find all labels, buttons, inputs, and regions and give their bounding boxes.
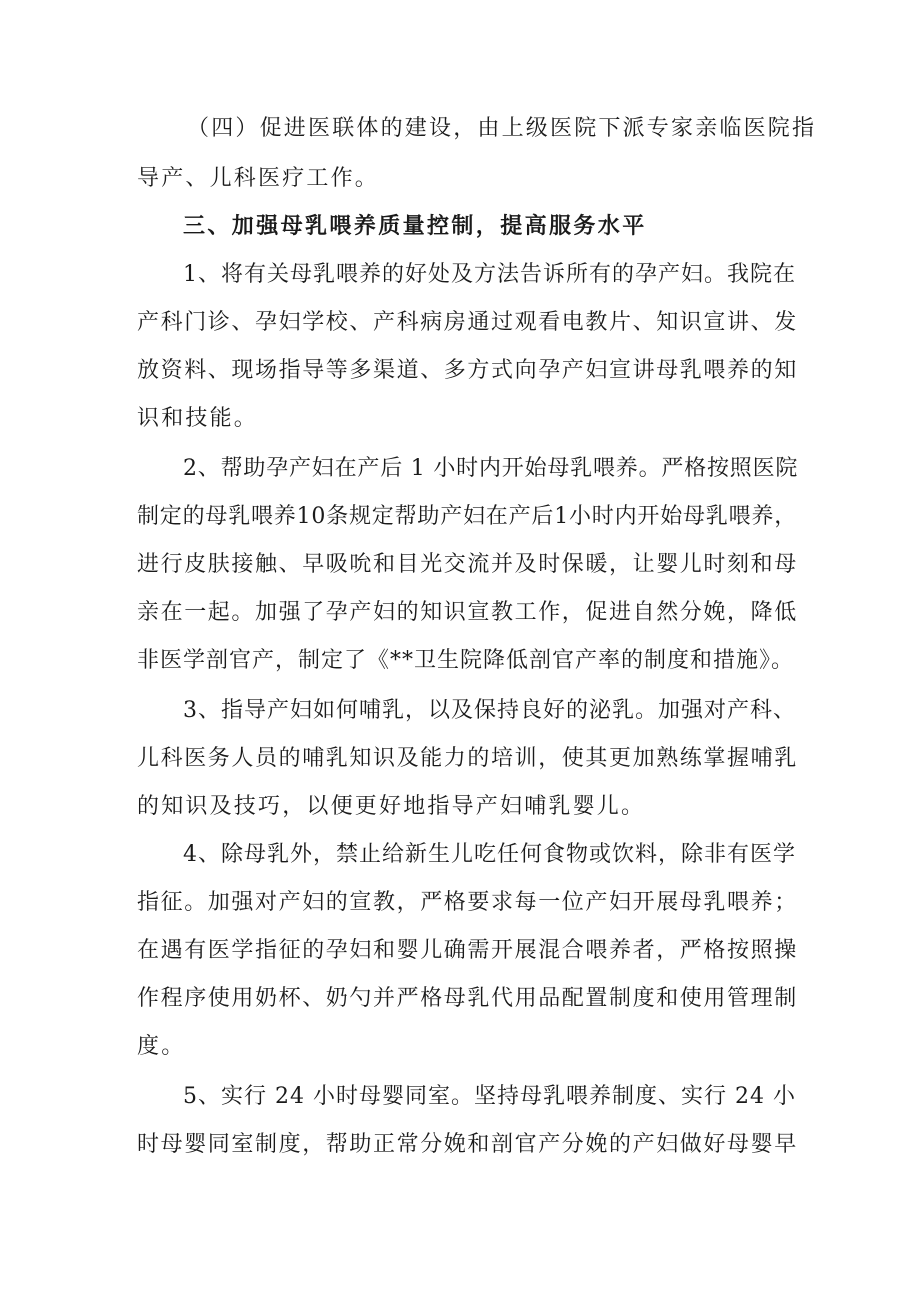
text-line: 的知识及技巧，以便更好地指导产妇哺乳婴儿。 (137, 794, 646, 819)
text-line: 儿科医务人员的哺乳知识及能力的培训，使其更加熟练掌握哺乳 (137, 746, 798, 771)
text-line: 制定的母乳喂养10条规定帮助产妇在产后1小时内开始母乳喂养， (137, 504, 797, 529)
text-line: 1、将有关母乳喂养的好处及方法告诉所有的孕产妇。我院在 (183, 262, 796, 287)
text-line: 放资料、现场指导等多渠道、多方式向孕产妇宣讲母乳喂养的知 (137, 358, 798, 383)
section-heading: 三、加强母乳喂养质量控制，提高服务水平 (183, 214, 647, 239)
text-line: 时母婴同室制度，帮助正常分娩和剖官产分娩的产妇做好母婴早 (137, 1132, 798, 1157)
text-line: 非医学剖官产，制定了《**卫生院降低剖官产率的制度和措施》。 (137, 648, 795, 673)
text-line: 亲在一起。加强了孕产妇的知识宣教工作，促进自然分娩，降低 (137, 600, 798, 625)
text-line: 度。 (137, 1034, 186, 1059)
text-line: 作程序使用奶杯、奶勺并严格母乳代用品配置制度和使用管理制 (137, 986, 798, 1011)
text-line: 4、除母乳外，禁止给新生儿吃任何食物或饮料，除非有医学 (183, 842, 796, 867)
text-line: 3、指导产妇如何哺乳，以及保持良好的泌乳。加强对产科、 (183, 698, 796, 723)
text-line: 识和技能。 (137, 406, 259, 431)
text-line: 进行皮肤接触、早吸吮和目光交流并及时保暖，让婴儿时刻和母 (137, 552, 798, 577)
text-line: 在遇有医学指征的孕妇和婴儿确需开展混合喂养者，严格按照操 (137, 938, 798, 963)
text-line: 2、帮助孕产妇在产后 1 小时内开始母乳喂养。严格按照医院 (183, 456, 799, 481)
text-line: 产科门诊、孕妇学校、产科病房通过观看电教片、知识宣讲、发 (137, 310, 798, 335)
text-line: 导产、儿科医疗工作。 (137, 166, 380, 191)
text-line: 5、实行 24 小时母婴同室。坚持母乳喂养制度、实行 24 小 (183, 1084, 796, 1109)
text-line: 指征。加强对产妇的宣教，严格要求每一位产妇开展母乳喂养； (137, 890, 798, 915)
text-line: （四）促进医联体的建设，由上级医院下派专家亲临医院指 (187, 116, 817, 141)
